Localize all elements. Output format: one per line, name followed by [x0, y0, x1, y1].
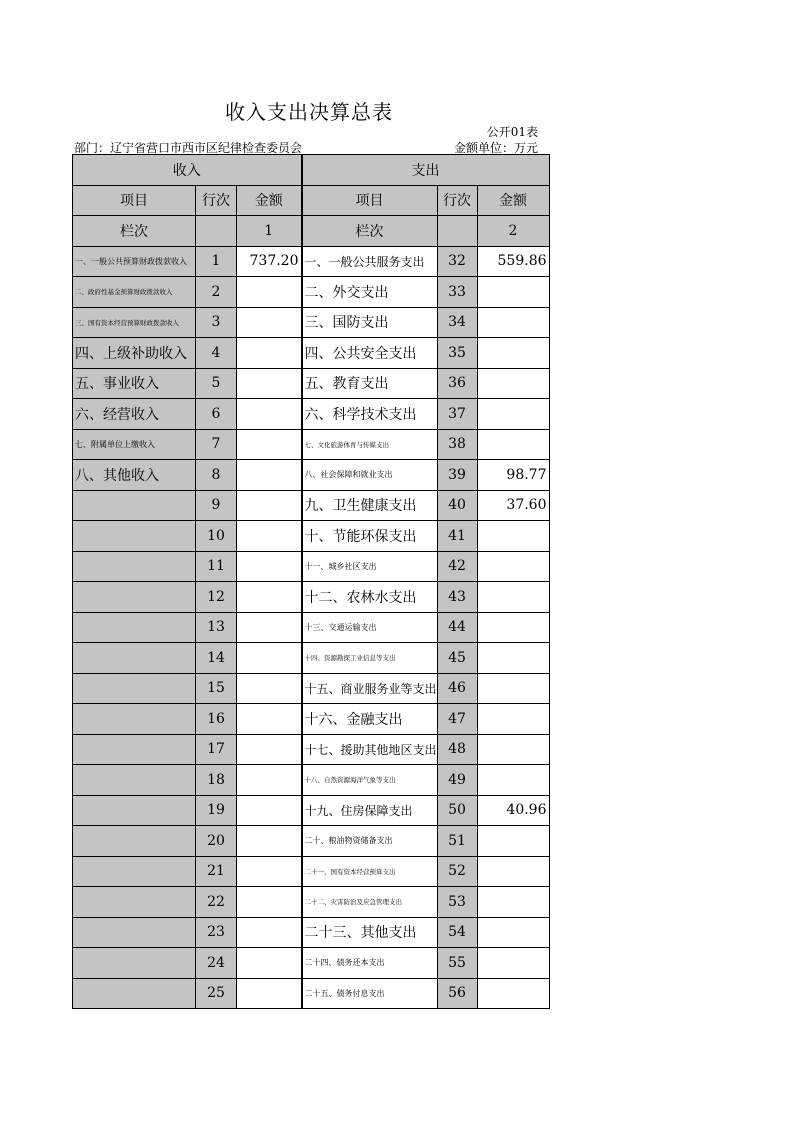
expense-rowno-cell: 35: [437, 338, 477, 369]
expense-item-header: 项目: [302, 185, 438, 216]
expense-item-cell: 六、科学技术支出: [302, 399, 438, 430]
income-amount-cell: [237, 490, 302, 521]
expense-col-blank: [437, 216, 477, 247]
expense-rowno-cell: 50: [437, 795, 477, 826]
expense-item-cell: 十二、农林水支出: [302, 582, 438, 613]
income-rowno-cell: 16: [196, 704, 237, 735]
expense-rowno-header: 行次: [437, 185, 477, 216]
income-item-cell: 一、一般公共预算财政拨款收入: [73, 246, 196, 277]
income-amount-cell: 737.20: [237, 246, 302, 277]
income-rowno-cell: 19: [196, 795, 237, 826]
expense-amount-cell: [477, 338, 549, 369]
expense-rowno-cell: 32: [437, 246, 477, 277]
expense-amount-cell: 40.96: [477, 795, 549, 826]
income-col-index: 1: [237, 216, 302, 247]
expense-rowno-cell: 55: [437, 948, 477, 979]
income-rowno-cell: 25: [196, 978, 237, 1009]
table-row: [73, 612, 550, 643]
income-item-cell: 七、附属单位上缴收入: [73, 429, 196, 460]
income-rowno-cell: 1: [196, 246, 237, 277]
income-item-header: 项目: [73, 185, 196, 216]
income-amount-cell: [237, 429, 302, 460]
income-rowno-cell: 14: [196, 643, 237, 674]
expense-col-label: 栏次: [302, 216, 438, 247]
table-row: [73, 795, 550, 826]
income-rowno-cell: 20: [196, 826, 237, 857]
income-item-cell: [73, 643, 196, 674]
expense-amount-cell: [477, 521, 549, 552]
expense-item-cell: 十四、资源勘探工业信息等支出: [302, 643, 438, 674]
expense-item-cell: 二、外交支出: [302, 277, 438, 308]
expense-item-cell: 二十二、灾害防治及应急管理支出: [302, 887, 438, 918]
income-amount-cell: [237, 734, 302, 765]
income-rowno-cell: 12: [196, 582, 237, 613]
table-row: [73, 429, 550, 460]
table-row: [73, 338, 550, 369]
income-amount-cell: [237, 795, 302, 826]
income-header: 收入: [73, 155, 302, 186]
income-rowno-cell: 11: [196, 551, 237, 582]
expense-rowno-cell: 49: [437, 765, 477, 796]
income-rowno-cell: 21: [196, 856, 237, 887]
expense-amount-cell: [477, 917, 549, 948]
income-rowno-cell: 3: [196, 307, 237, 338]
department-label: 部门：辽宁省营口市西市区纪律检查委员会: [74, 141, 303, 155]
income-item-cell: [73, 948, 196, 979]
expense-item-cell: 十八、自然资源海洋气象等支出: [302, 765, 438, 796]
table-row: [73, 490, 550, 521]
income-rowno-cell: 6: [196, 399, 237, 430]
income-amount-cell: [237, 673, 302, 704]
expense-amount-cell: [477, 887, 549, 918]
expense-amount-cell: [477, 826, 549, 857]
table-row: [73, 368, 550, 399]
expense-rowno-cell: 45: [437, 643, 477, 674]
header-row-colindex: [73, 216, 550, 247]
income-expense-table: [72, 154, 550, 1009]
table-row: [73, 307, 550, 338]
income-col-label: 栏次: [73, 216, 196, 247]
income-item-cell: 二、政府性基金预算财政拨款收入: [73, 277, 196, 308]
income-item-cell: [73, 734, 196, 765]
expense-item-cell: 三、国防支出: [302, 307, 438, 338]
expense-rowno-cell: 53: [437, 887, 477, 918]
expense-item-cell: 二十三、其他支出: [302, 917, 438, 948]
income-rowno-cell: 9: [196, 490, 237, 521]
expense-item-cell: 十、节能环保支出: [302, 521, 438, 552]
income-amount-cell: [237, 826, 302, 857]
income-item-cell: [73, 582, 196, 613]
table-row: [73, 582, 550, 613]
table-row: [73, 887, 550, 918]
income-rowno-cell: 8: [196, 460, 237, 491]
income-amount-cell: [237, 277, 302, 308]
expense-item-cell: 四、公共安全支出: [302, 338, 438, 369]
table-row: [73, 277, 550, 308]
income-amount-cell: [237, 643, 302, 674]
income-item-cell: [73, 887, 196, 918]
income-item-cell: [73, 856, 196, 887]
expense-amount-cell: [477, 704, 549, 735]
income-amount-cell: [237, 887, 302, 918]
expense-rowno-cell: 48: [437, 734, 477, 765]
income-rowno-cell: 24: [196, 948, 237, 979]
table-row: [73, 643, 550, 674]
income-amount-cell: [237, 917, 302, 948]
income-amount-cell: [237, 582, 302, 613]
expense-rowno-cell: 51: [437, 826, 477, 857]
expense-amount-cell: [477, 399, 549, 430]
income-rowno-cell: 15: [196, 673, 237, 704]
table-row: [73, 521, 550, 552]
expense-rowno-cell: 42: [437, 551, 477, 582]
expense-rowno-cell: 44: [437, 612, 477, 643]
expense-amount-cell: 559.86: [477, 246, 549, 277]
expense-item-cell: 五、教育支出: [302, 368, 438, 399]
expense-item-cell: 二十五、债务付息支出: [302, 978, 438, 1009]
expense-col-index: 2: [477, 216, 549, 247]
income-rowno-cell: 10: [196, 521, 237, 552]
income-item-cell: [73, 826, 196, 857]
table-row: [73, 551, 550, 582]
income-amount-cell: [237, 368, 302, 399]
expense-item-cell: 二十、粮油物资储备支出: [302, 826, 438, 857]
expense-rowno-cell: 47: [437, 704, 477, 735]
income-item-cell: [73, 612, 196, 643]
income-rowno-cell: 2: [196, 277, 237, 308]
expense-header: 支出: [302, 155, 550, 186]
expense-amount-cell: 37.60: [477, 490, 549, 521]
expense-rowno-cell: 40: [437, 490, 477, 521]
income-rowno-cell: 5: [196, 368, 237, 399]
income-item-cell: [73, 673, 196, 704]
expense-amount-cell: [477, 765, 549, 796]
expense-amount-cell: [477, 551, 549, 582]
income-amount-cell: [237, 338, 302, 369]
income-amount-header: 金额: [237, 185, 302, 216]
expense-rowno-cell: 37: [437, 399, 477, 430]
expense-item-cell: 十七、援助其他地区支出: [302, 734, 438, 765]
table-body: [73, 246, 550, 1009]
expense-item-cell: 二十四、债务还本支出: [302, 948, 438, 979]
expense-amount-cell: [477, 673, 549, 704]
expense-amount-cell: [477, 277, 549, 308]
income-item-cell: [73, 978, 196, 1009]
expense-rowno-cell: 34: [437, 307, 477, 338]
page-title: 收入支出决算总表: [225, 100, 393, 124]
expense-rowno-cell: 39: [437, 460, 477, 491]
expense-item-cell: 二十一、国有资本经营预算支出: [302, 856, 438, 887]
income-rowno-cell: 17: [196, 734, 237, 765]
income-rowno-cell: 22: [196, 887, 237, 918]
income-item-cell: [73, 490, 196, 521]
income-amount-cell: [237, 460, 302, 491]
income-item-cell: [73, 551, 196, 582]
table-row: [73, 399, 550, 430]
table-row: [73, 673, 550, 704]
income-item-cell: [73, 917, 196, 948]
table-row: [73, 917, 550, 948]
expense-rowno-cell: 54: [437, 917, 477, 948]
income-item-cell: [73, 795, 196, 826]
income-amount-cell: [237, 948, 302, 979]
income-item-cell: 五、事业收入: [73, 368, 196, 399]
expense-amount-cell: [477, 612, 549, 643]
header-row-columns: [73, 185, 550, 216]
income-col-blank: [196, 216, 237, 247]
income-amount-cell: [237, 307, 302, 338]
expense-item-cell: 十一、城乡社区支出: [302, 551, 438, 582]
expense-amount-cell: [477, 978, 549, 1009]
income-rowno-cell: 7: [196, 429, 237, 460]
income-amount-cell: [237, 521, 302, 552]
income-rowno-header: 行次: [196, 185, 237, 216]
income-rowno-cell: 4: [196, 338, 237, 369]
income-item-cell: [73, 521, 196, 552]
table-row: [73, 765, 550, 796]
income-amount-cell: [237, 978, 302, 1009]
income-rowno-cell: 23: [196, 917, 237, 948]
income-item-cell: 八、其他收入: [73, 460, 196, 491]
expense-rowno-cell: 38: [437, 429, 477, 460]
expense-rowno-cell: 56: [437, 978, 477, 1009]
table-row: [73, 460, 550, 491]
expense-item-cell: 九、卫生健康支出: [302, 490, 438, 521]
income-amount-cell: [237, 551, 302, 582]
table-row: [73, 734, 550, 765]
income-amount-cell: [237, 765, 302, 796]
form-number: 公开01表: [486, 125, 538, 139]
income-item-cell: 四、上级补助收入: [73, 338, 196, 369]
table-row: [73, 246, 550, 277]
expense-item-cell: 十五、商业服务业等支出: [302, 673, 438, 704]
expense-item-cell: 十九、住房保障支出: [302, 795, 438, 826]
table-row: [73, 704, 550, 735]
expense-amount-cell: [477, 368, 549, 399]
income-rowno-cell: 13: [196, 612, 237, 643]
income-item-cell: 三、国有资本经营预算财政拨款收入: [73, 307, 196, 338]
expense-item-cell: 七、文化旅游体育与传媒支出: [302, 429, 438, 460]
income-amount-cell: [237, 612, 302, 643]
expense-item-cell: 一、一般公共服务支出: [302, 246, 438, 277]
expense-amount-cell: [477, 856, 549, 887]
expense-amount-cell: [477, 429, 549, 460]
expense-amount-cell: [477, 582, 549, 613]
expense-amount-cell: 98.77: [477, 460, 549, 491]
table-row: [73, 948, 550, 979]
expense-amount-cell: [477, 643, 549, 674]
expense-amount-header: 金额: [477, 185, 549, 216]
expense-amount-cell: [477, 948, 549, 979]
unit-label: 金额单位：万元: [453, 141, 538, 155]
expense-amount-cell: [477, 734, 549, 765]
income-amount-cell: [237, 399, 302, 430]
header-row-sections: [73, 155, 550, 186]
table-row: [73, 826, 550, 857]
income-item-cell: 六、经营收入: [73, 399, 196, 430]
expense-rowno-cell: 41: [437, 521, 477, 552]
expense-item-cell: 八、社会保障和就业支出: [302, 460, 438, 491]
table-row: [73, 856, 550, 887]
expense-rowno-cell: 46: [437, 673, 477, 704]
income-amount-cell: [237, 856, 302, 887]
income-item-cell: [73, 704, 196, 735]
expense-item-cell: 十六、金融支出: [302, 704, 438, 735]
income-item-cell: [73, 765, 196, 796]
income-rowno-cell: 18: [196, 765, 237, 796]
expense-rowno-cell: 36: [437, 368, 477, 399]
expense-rowno-cell: 43: [437, 582, 477, 613]
table-row: [73, 978, 550, 1009]
expense-rowno-cell: 33: [437, 277, 477, 308]
expense-amount-cell: [477, 307, 549, 338]
expense-item-cell: 十三、交通运输支出: [302, 612, 438, 643]
income-amount-cell: [237, 704, 302, 735]
expense-rowno-cell: 52: [437, 856, 477, 887]
